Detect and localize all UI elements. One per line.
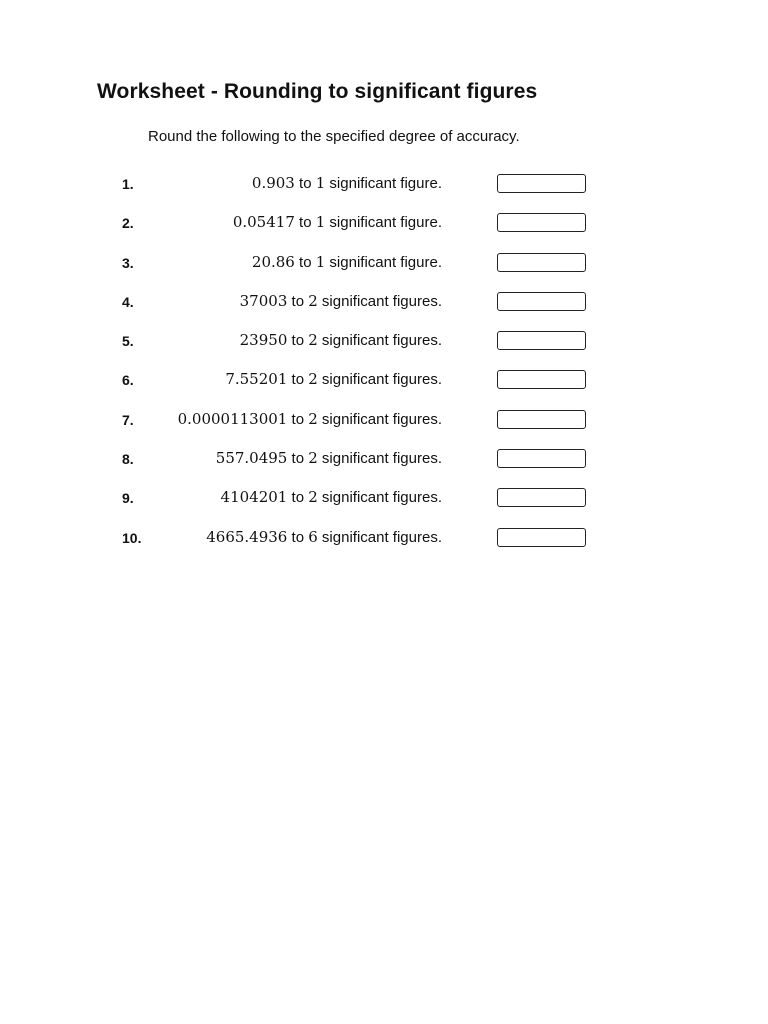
question-number: 10.	[122, 529, 142, 546]
question-row	[0, 478, 768, 517]
question-number: 5.	[122, 333, 134, 350]
question-row	[0, 400, 768, 439]
question-text	[206, 528, 442, 546]
question-text	[240, 292, 442, 310]
answer-input[interactable]	[497, 528, 586, 547]
question-to: to	[287, 410, 309, 428]
question-label: significant figures.	[317, 450, 442, 468]
question-label: significant figures.	[317, 332, 442, 350]
question-text	[221, 488, 442, 506]
question-number: 8.	[122, 451, 134, 468]
instructions-text: Round the following to the specified degree of accuracy.	[148, 128, 520, 145]
question-row	[0, 360, 768, 399]
question-row	[0, 243, 768, 282]
answer-input[interactable]	[497, 449, 586, 468]
question-label: significant figure.	[325, 214, 442, 232]
question-value: 20.86	[251, 252, 295, 271]
question-label: significant figures.	[317, 489, 442, 507]
question-figures: 1	[315, 174, 326, 192]
page-title: Worksheet - Rounding to significant figures	[97, 80, 538, 103]
question-text	[233, 213, 442, 231]
answer-input[interactable]	[497, 292, 586, 311]
question-value: 4665.4936	[206, 527, 288, 546]
answer-input[interactable]	[497, 174, 586, 193]
question-number: 3.	[122, 254, 134, 271]
question-value: 37003	[239, 291, 288, 310]
question-to: to	[287, 528, 309, 546]
question-label: significant figure.	[325, 175, 442, 192]
answer-input[interactable]	[497, 253, 586, 272]
question-row	[0, 321, 768, 360]
question-to: to	[294, 253, 316, 271]
question-text	[252, 174, 442, 192]
question-figures: 1	[315, 213, 326, 232]
question-row	[0, 164, 768, 203]
question-figures: 6	[308, 527, 318, 546]
question-label: significant figures.	[317, 410, 442, 428]
question-to: to	[287, 292, 309, 310]
question-number: 2.	[122, 215, 134, 232]
question-text	[252, 253, 442, 271]
question-text	[216, 449, 442, 467]
question-label: significant figures.	[317, 528, 442, 546]
question-text	[240, 331, 442, 349]
answer-input[interactable]	[497, 331, 586, 350]
question-number: 4.	[122, 293, 134, 310]
question-row	[0, 518, 768, 557]
question-to: to	[294, 214, 316, 232]
question-row	[0, 439, 768, 478]
question-figures: 2	[308, 331, 318, 350]
question-number: 9.	[122, 490, 134, 507]
answer-input[interactable]	[497, 213, 586, 232]
question-value: 0.903	[251, 174, 295, 192]
question-text	[225, 370, 442, 388]
answer-input[interactable]	[497, 370, 586, 389]
question-to: to	[294, 175, 316, 192]
question-value: 0.05417	[232, 213, 295, 232]
question-to: to	[287, 489, 309, 507]
question-label: significant figures.	[317, 292, 442, 310]
question-label: significant figures.	[317, 371, 442, 389]
question-figures: 2	[308, 409, 318, 428]
question-value: 557.0495	[215, 449, 288, 468]
question-figures: 2	[308, 370, 318, 389]
question-text	[178, 410, 442, 428]
question-row	[0, 282, 768, 321]
question-figures: 2	[308, 488, 318, 507]
question-figures: 1	[315, 252, 326, 271]
question-value: 23950	[239, 331, 288, 350]
question-to: to	[287, 450, 309, 468]
question-value: 4104201	[220, 488, 288, 507]
question-value: 0.0000113001	[177, 409, 288, 428]
answer-input[interactable]	[497, 488, 586, 507]
question-label: significant figure.	[325, 253, 442, 271]
question-to: to	[287, 371, 309, 389]
question-figures: 2	[308, 449, 318, 468]
question-row	[0, 203, 768, 242]
question-list	[0, 164, 768, 557]
answer-input[interactable]	[497, 410, 586, 429]
question-number: 6.	[122, 372, 134, 389]
question-to: to	[287, 332, 309, 350]
question-figures: 2	[308, 291, 318, 310]
question-number: 1.	[122, 176, 134, 192]
question-number: 7.	[122, 411, 134, 428]
question-value: 7.55201	[225, 370, 288, 389]
